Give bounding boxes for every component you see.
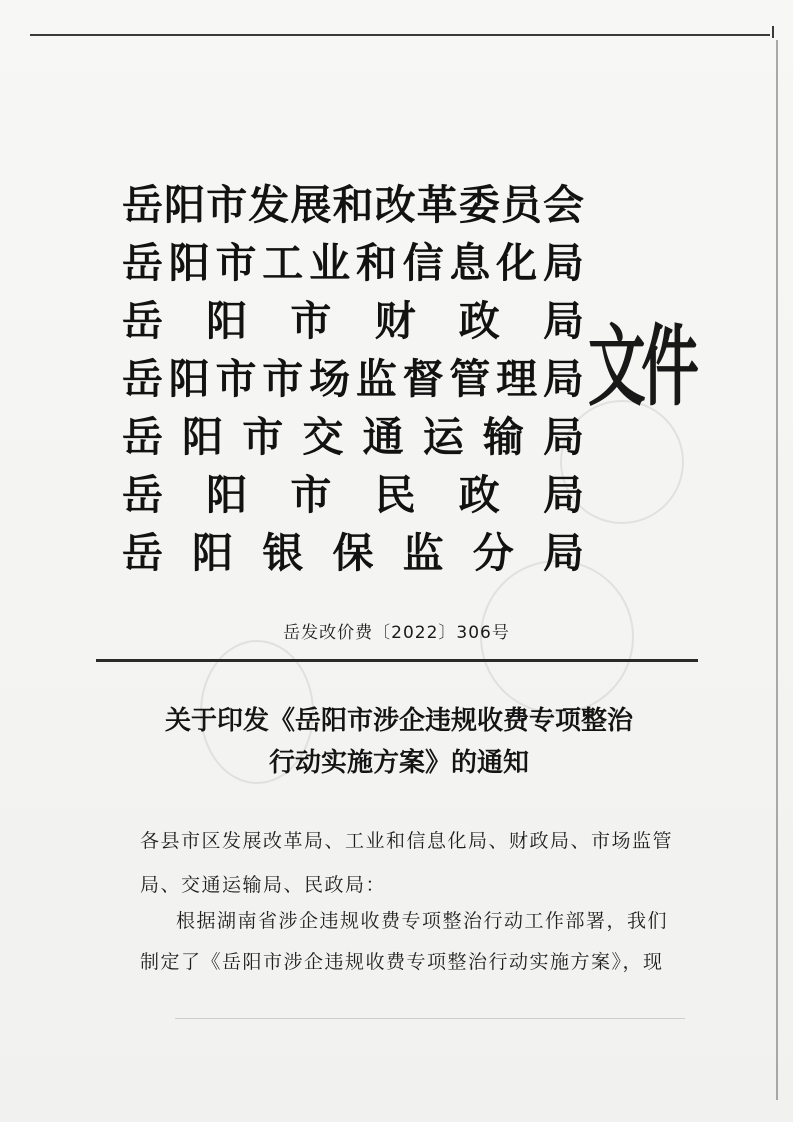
issuer-char: 岳 (122, 181, 163, 229)
issuer-char: 管 (449, 355, 491, 403)
issuer-char: 化 (496, 239, 538, 287)
issuer-char: 阳 (168, 355, 210, 403)
issuer-line (122, 524, 584, 582)
issuer-char: 岳 (122, 413, 163, 461)
issuer-char: 工 (262, 239, 304, 287)
issuer-char: 和 (332, 181, 374, 229)
issuer-char: 革 (416, 181, 458, 229)
issuer-line (122, 292, 584, 350)
issuer-char: 岳 (122, 239, 163, 287)
body-paragraph-line-1: 根据湖南省涉企违规收费专项整治行动工作部署，我们 (176, 910, 669, 932)
issuer-char: 局 (542, 297, 584, 345)
issuer-char: 监 (402, 529, 444, 577)
issuer-char: 运 (422, 413, 464, 461)
issuer-char: 保 (332, 529, 374, 577)
issuer-char: 委 (458, 181, 500, 229)
issuer-char: 业 (309, 239, 351, 287)
issuer-char: 息 (449, 239, 491, 287)
issuer-char: 阳 (206, 297, 248, 345)
header-separator-line (96, 659, 698, 662)
corner-mark (772, 26, 774, 38)
issuer-char: 岳 (122, 355, 163, 403)
issuer-line (122, 176, 584, 234)
document-type-label: 文件 (588, 314, 695, 418)
issuer-char: 员 (500, 181, 542, 229)
body-paragraph-line-2: 制定了《岳阳市涉企违规收费专项整治行动实施方案》，现 (140, 951, 664, 973)
issuer-char: 市 (290, 471, 332, 519)
issuer-char: 市 (215, 355, 257, 403)
issuer-char: 市 (206, 181, 248, 229)
issuer-char: 市 (290, 297, 332, 345)
page-edge-shadow (776, 40, 778, 1100)
issuer-char: 政 (458, 471, 500, 519)
salutation-line-2: 局、交通运输局、民政局： (140, 874, 387, 896)
bleed-through-rule (175, 1018, 685, 1019)
issuer-char: 督 (402, 355, 444, 403)
issuer-char: 民 (374, 471, 416, 519)
issuer-line (122, 408, 584, 466)
issuer-char: 阳 (168, 239, 210, 287)
issuer-char: 发 (248, 181, 290, 229)
issuer-char: 场 (309, 355, 351, 403)
issuer-char: 政 (458, 297, 500, 345)
document-title (100, 700, 698, 784)
issuer-char: 输 (482, 413, 524, 461)
issuer-line (122, 350, 584, 408)
issuer-char: 和 (355, 239, 397, 287)
issuer-char: 展 (290, 181, 332, 229)
top-border-line (30, 34, 770, 36)
issuer-char: 阳 (206, 471, 248, 519)
issuer-char: 市 (262, 355, 304, 403)
issuer-char: 市 (242, 413, 284, 461)
issuer-char: 改 (374, 181, 416, 229)
issuer-char: 分 (472, 529, 514, 577)
title-line-1: 关于印发《岳阳市涉企违规收费专项整治 (164, 706, 633, 736)
title-line-2: 行动实施方案》的通知 (268, 748, 529, 778)
issuer-char: 信 (402, 239, 444, 287)
issuer-char: 阳 (164, 181, 206, 229)
issuer-line (122, 466, 584, 524)
issuer-char: 理 (496, 355, 538, 403)
issuer-char: 交 (302, 413, 344, 461)
issuer-char: 局 (542, 239, 584, 287)
issuer-char: 阳 (192, 529, 234, 577)
issuer-char: 通 (362, 413, 404, 461)
document-number: 岳发改价费〔2022〕306号 (283, 623, 510, 643)
issuer-char: 监 (355, 355, 397, 403)
issuer-char: 阳 (182, 413, 224, 461)
issuer-char: 岳 (122, 471, 163, 519)
issuer-char: 局 (542, 355, 584, 403)
issuer-char: 市 (215, 239, 257, 287)
salutation-line-1: 各县市区发展改革局、工业和信息化局、财政局、市场监管 (140, 830, 674, 852)
issuer-char: 财 (374, 297, 416, 345)
issuer-char: 局 (542, 413, 584, 461)
issuer-char: 岳 (122, 529, 163, 577)
issuer-char: 局 (542, 471, 584, 519)
issuer-line (122, 234, 584, 292)
issuer-char: 银 (262, 529, 304, 577)
issuer-char: 岳 (122, 297, 163, 345)
issuer-char: 局 (542, 529, 584, 577)
issuing-authorities (122, 176, 584, 582)
issuer-char: 会 (542, 181, 584, 229)
